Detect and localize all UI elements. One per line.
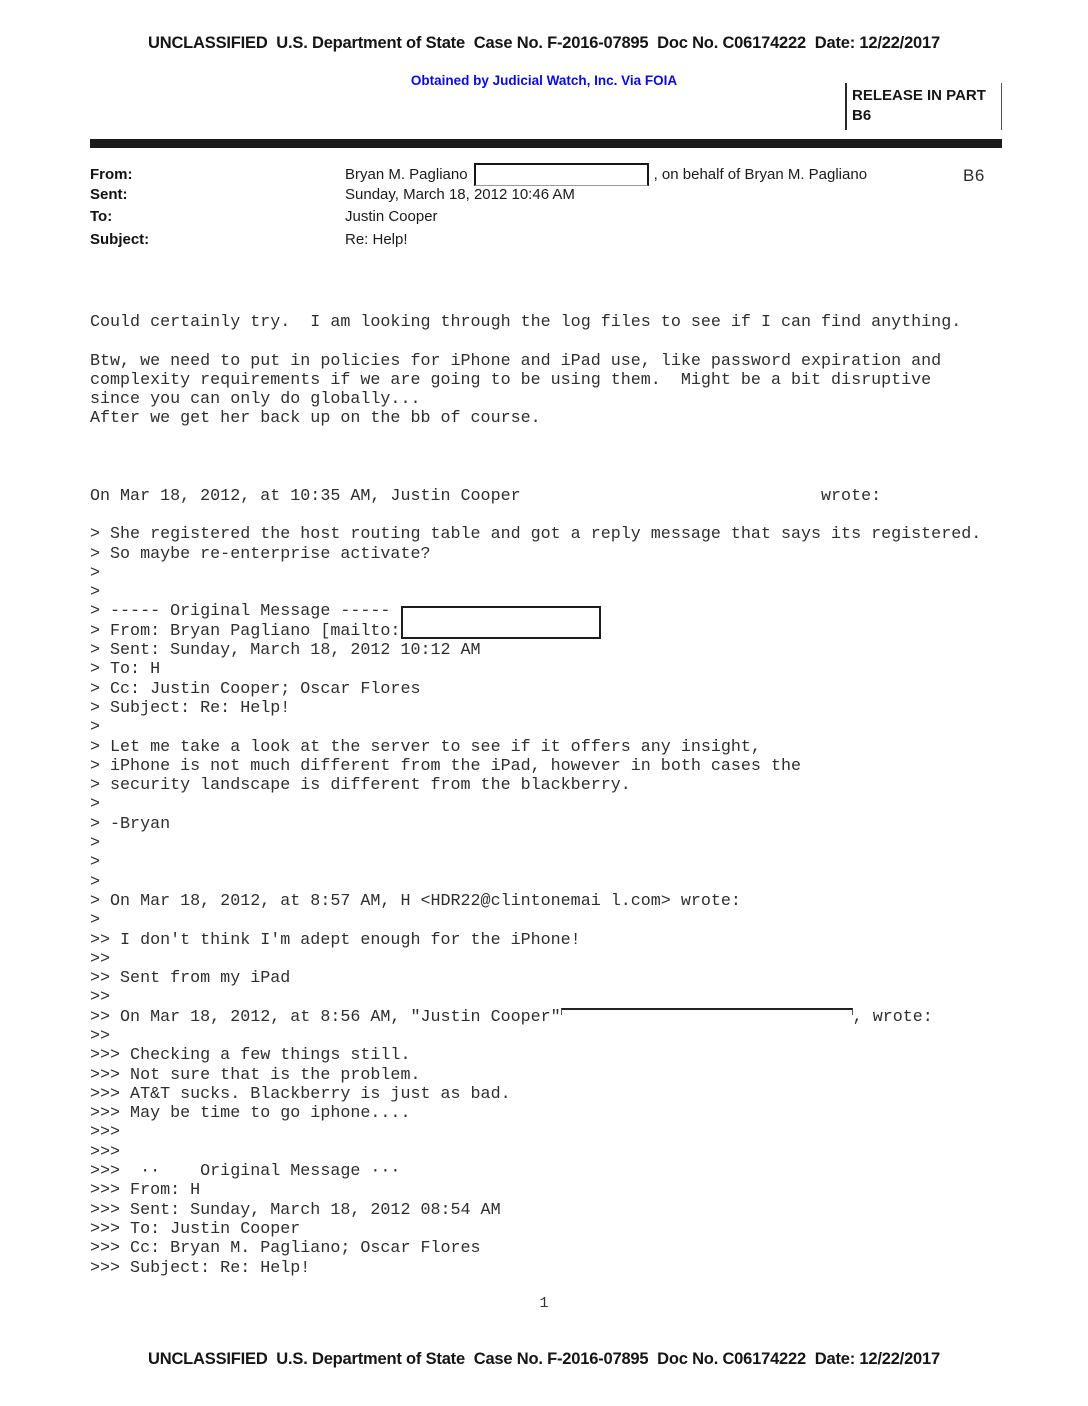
- email-header-row-from: [90, 163, 867, 186]
- email-body-line: >: [90, 853, 101, 873]
- email-body-line: >>> From: H: [90, 1181, 201, 1201]
- email-body-line: After we get her back up on the bb of course.: [90, 409, 541, 429]
- email-body-line: >: [90, 872, 101, 892]
- email-body-line: >: [90, 563, 101, 583]
- email-body-line: >>> Sent: Sunday, March 18, 2012 08:54 AM: [90, 1200, 501, 1220]
- email-body-line: >>>: [90, 1142, 121, 1162]
- email-body-line: > Cc: Justin Cooper; Oscar Flores: [90, 679, 421, 699]
- email-body-line: Btw, we need to put in policies for iPhone and iPad use, like password expiration and: [90, 351, 942, 371]
- email-body-line: >: [90, 583, 101, 603]
- email-body-line: >> Sent from my iPad: [90, 969, 291, 989]
- email-body-line: > To: H: [90, 660, 161, 680]
- email-body-line: >>> Subject: Re: Help!: [90, 1258, 311, 1278]
- email-body-line: > So maybe re-enterprise activate?: [90, 544, 431, 564]
- email-body-line: > security landscape is different from the blackberry.: [90, 776, 631, 796]
- from-value: [345, 163, 867, 186]
- email-body-line: [90, 467, 1070, 486]
- email-header-row-sent: [90, 186, 867, 209]
- foia-attribution: Obtained by Judicial Watch, Inc. Via FOIA: [410, 73, 678, 88]
- email-body-line: >>>: [90, 1123, 121, 1143]
- redaction-box: [401, 606, 601, 639]
- subject-value: Re: Help!: [345, 230, 408, 248]
- email-body-line: > Sent: Sunday, March 18, 2012 10:12 AM: [90, 641, 481, 661]
- subject-label: Subject:: [90, 230, 150, 248]
- email-body-line: >>> Cc: Bryan M. Pagliano; Oscar Flores: [90, 1239, 481, 1259]
- email-body-line: >> I don't think I'm adept enough for the iPhone!: [90, 930, 581, 950]
- email-body-text: > From: Bryan Pagliano [mailto:: [90, 621, 401, 641]
- email-header: [90, 163, 867, 253]
- release-stamp-line1: RELEASE IN PART: [852, 87, 986, 104]
- email-body-line: > -Bryan: [90, 814, 171, 834]
- email-body-line: [90, 506, 1070, 525]
- email-body-line: > On Mar 18, 2012, at 8:57 AM, H <HDR22@clintonemai l.com> wrote:: [90, 891, 741, 911]
- release-stamp: [845, 83, 1002, 130]
- email-body-text: >> On Mar 18, 2012, at 8:56 AM, "Justin Cooper": [90, 1007, 561, 1027]
- b6-margin-note: B6: [963, 166, 985, 185]
- email-body-line: >: [90, 834, 101, 854]
- from-sender-name: Bryan M. Pagliano: [345, 166, 468, 183]
- to-label: To:: [90, 208, 113, 225]
- header-divider: [90, 139, 1002, 148]
- email-body-line: [90, 332, 1070, 351]
- email-body-line: >>> AT&T sucks. Blackberry is just as bad.: [90, 1084, 511, 1104]
- email-body-line: >>> Not sure that is the problem.: [90, 1065, 421, 1085]
- email-body-line: >>: [90, 949, 111, 969]
- email-body-line: [90, 448, 1070, 467]
- email-body-line: since you can only do globally...: [90, 390, 421, 410]
- redaction-box: [561, 1008, 853, 1015]
- email-header-row-subject: [90, 231, 867, 254]
- email-body-line: >>: [90, 988, 111, 1008]
- email-body-line: > iPhone is not much different from the iPad, however in both cases the: [90, 756, 802, 776]
- email-body-line: [90, 622, 1070, 641]
- email-body-line: > ----- Original Message -----: [90, 602, 391, 622]
- from-on-behalf: , on behalf of Bryan M. Pagliano: [653, 166, 868, 183]
- email-body-line: > She registered the host routing table and got a reply message that says its registered.: [90, 525, 982, 545]
- redaction-box: [474, 163, 649, 186]
- email-body-line: >>> ·· Original Message ···: [90, 1162, 401, 1182]
- email-body: [90, 313, 1070, 1278]
- email-header-row-to: [90, 208, 867, 231]
- classification-footer: UNCLASSIFIED U.S. Department of State Case No. F-2016-07895 Doc No. C06174222 Date: 12/22/2017: [148, 1350, 940, 1368]
- email-body-line: >: [90, 795, 101, 815]
- email-body-line: >>> May be time to go iphone....: [90, 1104, 411, 1124]
- sent-label: Sent:: [90, 185, 128, 203]
- email-body-line: > Subject: Re: Help!: [90, 698, 291, 718]
- email-body-line: >: [90, 911, 101, 931]
- email-body-line: >>: [90, 1026, 111, 1046]
- sent-value: Sunday, March 18, 2012 10:46 AM: [345, 185, 575, 203]
- email-body-line: >>> Checking a few things still.: [90, 1046, 411, 1066]
- release-stamp-line2: B6: [852, 107, 872, 124]
- email-body-line: complexity requirements if we are going to be using them. Might be a bit disruptive: [90, 370, 932, 390]
- email-body-line: [90, 429, 1070, 448]
- from-label: From:: [90, 166, 133, 183]
- email-body-line: > Let me take a look at the server to see if it offers any insight,: [90, 737, 761, 757]
- email-body-line: Could certainly try. I am looking through the log files to see if I can find anything.: [90, 313, 962, 332]
- email-body-line: [90, 1008, 1070, 1027]
- classification-header: UNCLASSIFIED U.S. Department of State Case No. F-2016-07895 Doc No. C06174222 Date: 12/22/2017: [148, 34, 940, 52]
- email-body-line: >: [90, 718, 101, 738]
- email-body-line: On Mar 18, 2012, at 10:35 AM, Justin Cooper wrote:: [90, 486, 882, 506]
- email-body-text: , wrote:: [852, 1007, 933, 1027]
- email-body-line: >>> To: Justin Cooper: [90, 1219, 301, 1239]
- to-value: Justin Cooper: [345, 208, 438, 225]
- page-number: 1: [539, 1295, 549, 1312]
